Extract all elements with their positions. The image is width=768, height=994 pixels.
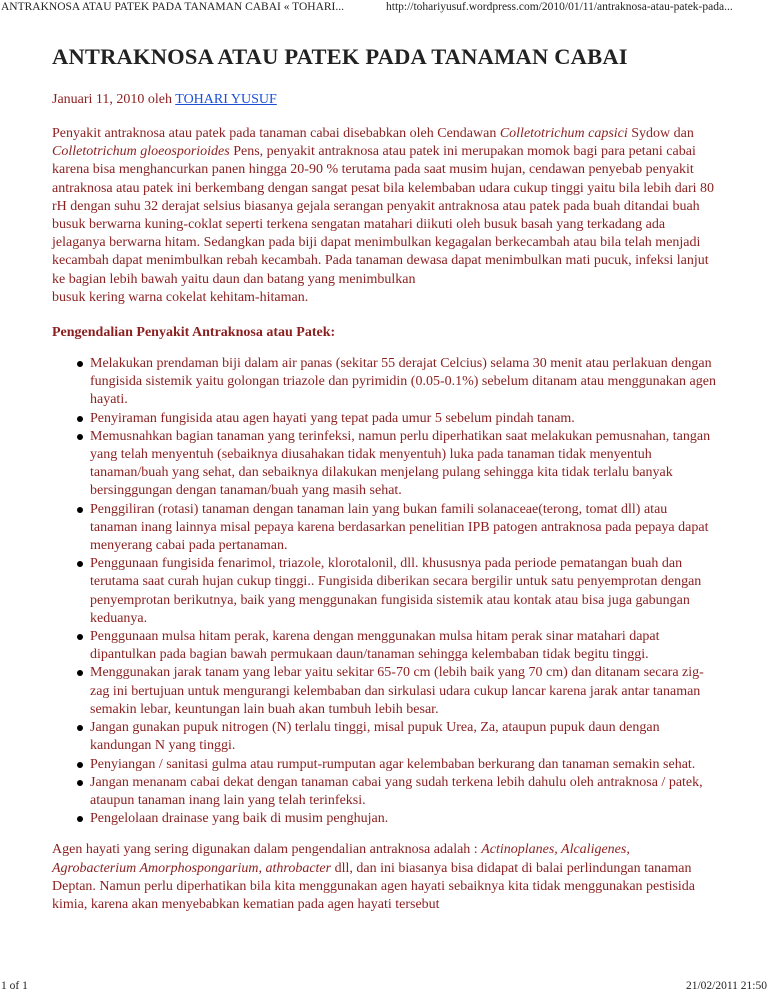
list-item: Memusnahkan bagian tanaman yang terinfeksi, namun perlu diperhatikan saat melakukan pemusnahan, tangan yang telah menyentuh (sebaiknya diusahakan tidak menyentuh) luka pada tanaman tidak menyentuh tanaman/buah yang sehat, dan sebaiknya dilakukan menjelang pulang sehingga kita tidak terlalu banyak bersinggungan dengan tanaman/buah yang masih sehat. — [90, 428, 716, 501]
species-name: Colletotrichum capsici — [499, 126, 628, 141]
intro-paragraph-end: busuk kering warna cokelat kehitam-hitaman. — [52, 289, 309, 305]
list-item: Penyiangan / sanitasi gulma atau rumput-rumputan agar kelembaban berkurang dan tanaman semakin sehat. — [90, 756, 716, 774]
bullet-icon — [77, 434, 83, 440]
agents-paragraph: Agen hayati yang sering digunakan dalam pengendalian antraknosa adalah : Actinoplanes, Alcaligenes, Agrobacterium Amorphospongarium, athrobacter dll, dan ini biasanya bisa didapat di balai perlindungan tanaman Deptan. Namun perlu diperhatikan bila kita menggunakan agen hayati sebaiknya kita tidak menggunakan pestisida kimia, karena akan menyebabkan kematian pada agen hayati tersebut — [52, 842, 696, 912]
post-date: Januari 11, 2010 oleh — [52, 92, 176, 107]
bullet-icon — [77, 561, 83, 567]
page-number: 1 of 1 — [1, 980, 28, 992]
list-item: Penggiliran (rotasi) tanaman dengan tanaman lain yang bukan famili solanaceae(terong, tomat dll) atau tanaman inang lainnya misal pepaya karena berdasarkan penelitian IPB patogen antraknosa pada pepaya dapat menyerang cabai pada pertanaman. — [90, 501, 716, 556]
bullet-icon — [77, 816, 83, 822]
bullet-icon — [77, 507, 83, 513]
bullet-icon — [77, 670, 83, 676]
list-item: Jangan gunakan pupuk nitrogen (N) terlalu tinggi, misal pupuk Urea, Za, ataupun pupuk daun dengan kandungan N yang tinggi. — [90, 719, 716, 755]
bullet-icon — [77, 780, 83, 786]
author-link[interactable]: TOHARI YUSUF — [175, 92, 277, 107]
list-item: Penyiraman fungisida atau agen hayati yang tepat pada umur 5 sebelum pindah tanam. — [90, 410, 716, 428]
print-header — [0, 0, 768, 16]
bullet-icon — [77, 416, 83, 422]
print-page-url: http://tohariyusuf.wordpress.com/2010/01/11/antraknosa-atau-patek-pada... — [386, 1, 733, 13]
control-measures-list — [52, 355, 716, 828]
species-name: Actinoplanes, Alcaligenes, Agrobacterium Amorphospongarium, athrobacter — [52, 842, 630, 876]
list-item: Menggunakan jarak tanam yang lebar yaitu sekitar 65-70 cm (lebih baik yang 70 cm) dan ditanam secara zig-zag ini bertujuan untuk mengurangi kelembaban dan sirkulasi udara cukup lancar karena jarak antar tanaman semakin lebar, keuntungan lain buah akan tumbuh lebih besar. — [90, 664, 716, 719]
species-name: Colletotrichum gloeosporioides — [52, 144, 230, 160]
bullet-icon — [77, 762, 83, 768]
print-datetime: 21/02/2011 21:50 — [685, 980, 767, 992]
control-heading: Pengendalian Penyakit Antraknosa atau Patek: — [52, 325, 336, 341]
print-page-title: ANTRAKNOSA ATAU PATEK PADA TANAMAN CABAI « TOHARI... — [1, 1, 344, 13]
intro-paragraph: Penyakit antraknosa atau patek pada tanaman cabai disebabkan oleh Cendawan Colletotrichum capsici Sydow dan Colletotrichum gloeosporioides Pens, penyakit antraknosa atau patek ini merupakan momok bagi para petani cabai karena bisa menghancurkan panen hingga 20-90 % terutama pada saat musim hujan, cendawan penyebab penyakit antraknosa atau patek ini berkembang dengan sangat pesat bila kelembaban udara cukup tinggi yaitu bila lebih dari 80 rH dengan suhu 32 derajat selsius biasanya gejala serangan penyakit antraknosa atau patek pada buah ditandai buah busuk berwarna kuning-coklat seperti terkena sengatan matahari diikuti oleh busuk basah yang terkadang ada jelaganya berwarna hitam. Sedangkan pada biji dapat menimbulkan kegagalan berkecambah atau bila telah menjadi kecambah dapat menimbulkan rebah kecambah. Pada tanaman dewasa dapat menimbulkan mati pucuk, infeksi lanjut ke bagian lebih bawah yaitu daun dan batang yang menimbulkan — [52, 126, 715, 287]
article — [52, 42, 716, 914]
list-item: Penggunaan mulsa hitam perak, karena dengan menggunakan mulsa hitam perak sinar matahari dapat dipantulkan pada bagian bawah permukaan daun/tanaman sehingga kelembaban tidak begitu tinggi. — [90, 628, 716, 664]
article-title: ANTRAKNOSA ATAU PATEK PADA TANAMAN CABAI — [52, 44, 628, 69]
bullet-icon — [77, 634, 83, 640]
print-footer — [0, 978, 768, 994]
list-item: Melakukan prendaman biji dalam air panas (sekitar 55 derajat Celcius) selama 30 menit atau perlakuan dengan fungisida sistemik yaitu golongan triazole dan pyrimidin (0.05-0.1%) sebelum ditanam atau menggunakan agen hayati. — [90, 355, 716, 410]
list-item: Penggunaan fungisida fenarimol, triazole, klorotalonil, dll. khususnya pada periode pematangan buah dan terutama saat curah hujan cukup tinggi.. Fungisida diberikan secara bergilir untuk satu penyemprotan dengan penyemprotan berikutnya, baik yang menggunakan fungisida sistemik atau kontak atau bisa juga gabungan keduanya. — [90, 555, 716, 628]
list-item: Jangan menanam cabai dekat dengan tanaman cabai yang sudah terkena lebih dahulu oleh antraknosa / patek, ataupun tanaman inang lain yang telah terinfeksi. — [90, 774, 716, 810]
bullet-icon — [77, 361, 83, 367]
bullet-icon — [77, 725, 83, 731]
byline — [52, 90, 716, 110]
list-item: Pengelolaan drainase yang baik di musim penghujan. — [90, 810, 716, 828]
